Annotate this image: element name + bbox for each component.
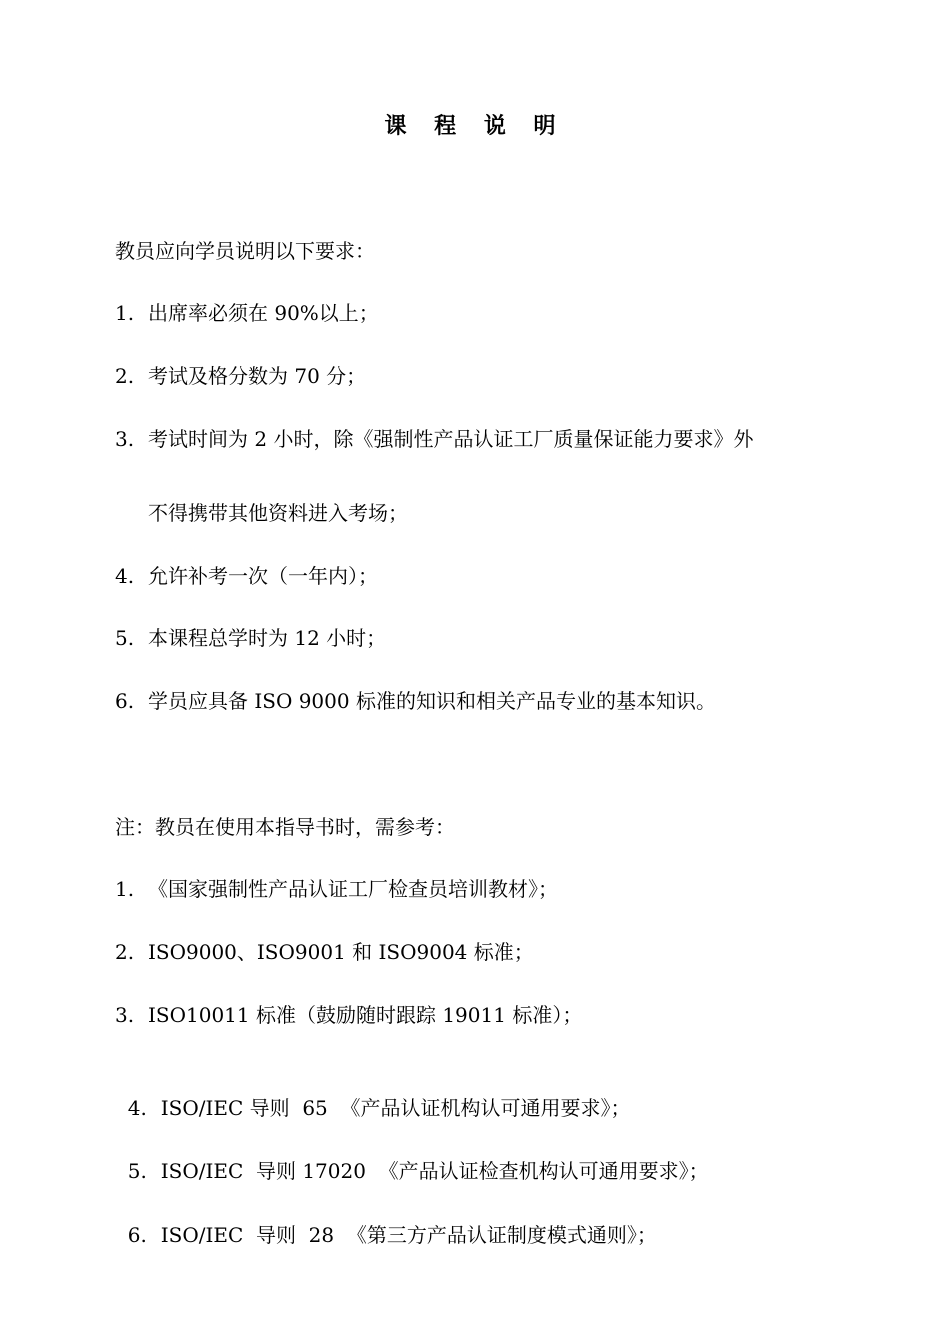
requirement-item-continuation: 不得携带其他资料进入考场； — [148, 501, 408, 525]
note-intro: 注：教员在使用本指导书时，需参考： — [115, 815, 455, 839]
item-text: 《国家强制性产品认证工厂检查员培训教材》； — [148, 877, 558, 901]
item-text: ISO9000、ISO9001 和 ISO9004 标准； — [148, 940, 534, 964]
item-text: 出席率必须在 90%以上； — [148, 301, 379, 325]
reference-item — [115, 937, 534, 967]
item-number: 4. — [115, 564, 135, 588]
item-text: 学员应具备 ISO 9000 标准的知识和相关产品专业的基本知识。 — [148, 689, 716, 713]
reference-item — [115, 1190, 657, 1250]
item-number: 5. — [115, 626, 135, 650]
item-number: 2. — [115, 364, 135, 388]
reference-item — [115, 1126, 709, 1186]
page-title: 课 程 说 明 — [384, 113, 566, 139]
item-text: 考试时间为 2 小时，除《强制性产品认证工厂质量保证能力要求》外 — [148, 427, 754, 451]
item-number: 1. — [115, 301, 135, 325]
item-number: 4. — [127, 1096, 147, 1120]
item-number: 6. — [127, 1223, 147, 1247]
requirement-item — [115, 561, 378, 591]
item-text: 允许补考一次（一年内）； — [148, 564, 378, 588]
reference-item — [115, 874, 558, 904]
item-text: 本课程总学时为 12 小时； — [148, 626, 387, 650]
item-text: ISO/IEC 导则 28 《第三方产品认证制度模式通则》； — [160, 1223, 657, 1247]
item-number: 6. — [115, 689, 135, 713]
item-text: ISO10011 标准（鼓励随时跟踪 19011 标准）； — [148, 1003, 583, 1027]
item-number: 3. — [115, 427, 135, 451]
requirement-item — [115, 686, 716, 716]
item-number: 3. — [115, 1003, 135, 1027]
requirement-item — [115, 623, 386, 653]
reference-item — [115, 1000, 582, 1030]
item-text: ISO/IEC 导则 65 《产品认证机构认可通用要求》； — [160, 1096, 631, 1120]
item-number: 2. — [115, 940, 135, 964]
reference-item — [115, 1063, 631, 1123]
requirement-item — [115, 298, 379, 328]
requirement-item — [115, 424, 753, 454]
item-text: ISO/IEC 导则 17020 《产品认证检查机构认可通用要求》； — [160, 1159, 709, 1183]
item-number: 1. — [115, 877, 135, 901]
item-text: 考试及格分数为 70 分； — [148, 364, 367, 388]
item-number: 5. — [127, 1159, 147, 1183]
requirements-intro: 教员应向学员说明以下要求： — [115, 239, 375, 263]
requirement-item — [115, 361, 366, 391]
